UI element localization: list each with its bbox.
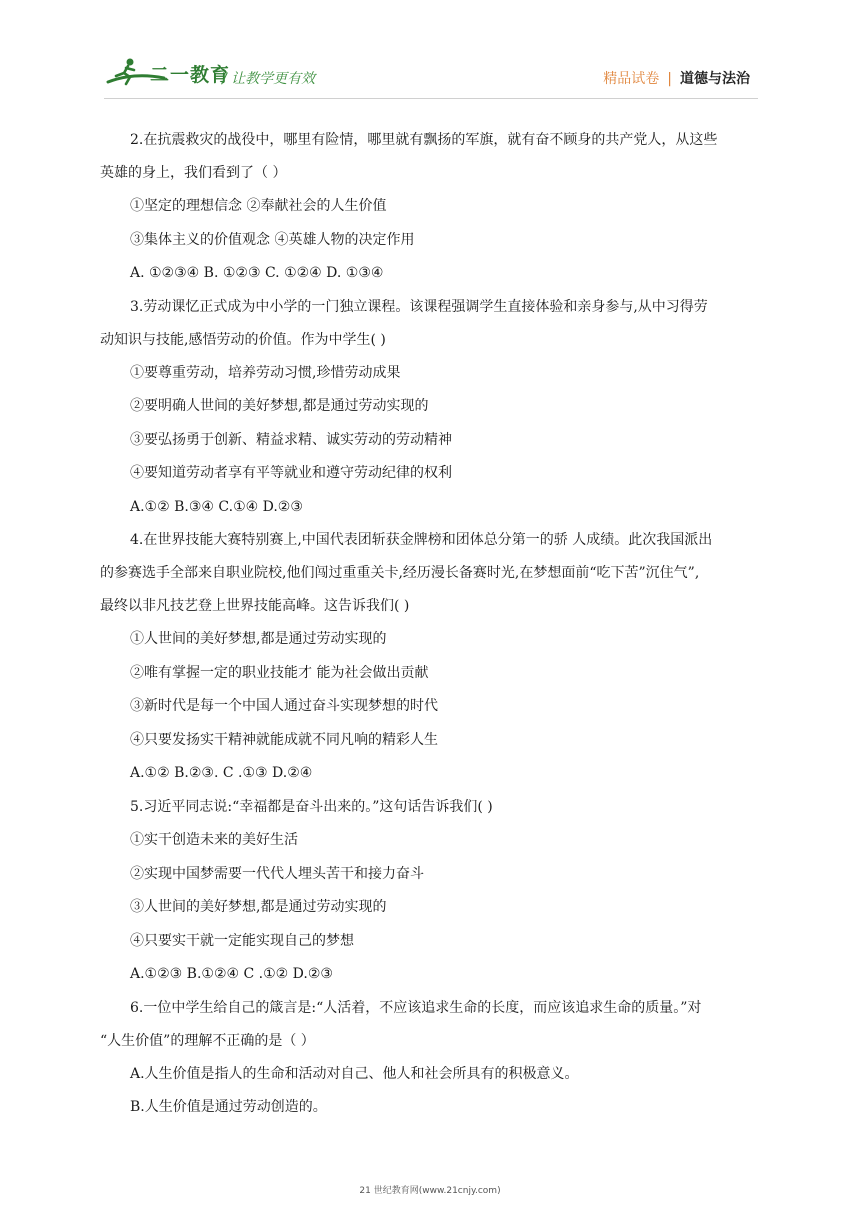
brand-name: 二一教育 [150,64,231,86]
option-line: ③人世间的美好梦想,都是通过劳动实现的 [130,899,387,915]
question-stem [100,998,770,1051]
stem-line: 2.在抗震救灾的战役中，哪里有险情，哪里就有飘扬的军旗，就有奋不顾身的共产党人，从这些 [130,132,718,148]
question-stem [100,530,770,616]
option-line: ④要知道劳动者享有平等就业和遵守劳动纪律的权利 [130,465,452,481]
option-line: ①要尊重劳动，培养劳动习惯,珍惜劳动成果 [130,364,401,381]
option-line: ②唯有掌握一定的职业技能才 能为社会做出贡献 [130,664,429,681]
answer-choices: A. ①②③④ B. ①②③ C. ①②④ D. ①③④ [130,265,384,281]
question-stem: 5.习近平同志说:“幸福都是奋斗出来的。”这句话告诉我们( ) [130,798,493,815]
stem-line: 英雄的身上，我们看到了（ ） [100,165,287,181]
question-6 [100,998,770,1118]
question-3 [100,297,770,517]
answer-choices: A.①② B.③④ C.①④ D.②③ [130,498,303,515]
question-5 [130,797,770,985]
paper-tag: 精品试卷 [603,71,660,87]
answer-choices: A.①②③ B.①②④ C .①② D.②③ [130,966,333,982]
option-line: ③新时代是每一个中国人通过奋斗实现梦想的时代 [130,698,438,714]
option-line: ③集体主义的价值观念 ④英雄人物的决定作用 [130,231,415,248]
option-line: ②实现中国梦需要一代代人埋头苦干和接力奋斗 [130,865,424,882]
header-separator: | [667,71,672,87]
option-line: ①坚定的理想信念 ②奉献社会的人生价值 [130,198,387,214]
option-line: B.人生价值是通过劳动创造的。 [130,1099,327,1115]
option-line: ③要弘扬勇于创新、精益求精、诚实劳动的劳动精神 [130,431,452,448]
question-stem [100,130,770,183]
stem-line: 最终以非凡技艺登上世界技能高峰。这告诉我们( ) [100,598,410,614]
option-line: ④只要实干就一定能实现自己的梦想 [130,932,354,949]
brand-slogan: / 让教学更有效 [222,71,316,87]
stem-line: 的参赛选手全部来自职业院校,他们闯过重重关卡,经历漫长备赛时光,在梦想面前“吃下苦”沉住气”, [100,565,700,581]
page-header [0,0,860,110]
stem-line: 动知识与技能,感悟劳动的价值。作为中学生( ) [100,331,386,348]
paper-label [603,68,750,88]
stem-line: “人生价值”的理解不正确的是（ ） [100,1032,315,1049]
page-footer: 21 世纪教育网(www.21cnjy.com) [359,1186,501,1196]
question-2 [100,130,770,283]
stem-line: 3.劳动课忆正式成为中小学的一门独立课程。该课程强调学生直接体验和亲身参与,从中习得劳 [130,298,708,315]
stem-line: 4.在世界技能大赛特别赛上,中国代表团斩获金牌榜和团体总分第一的骄 人成绩。此次我国派出 [130,532,713,548]
option-line: ①人世间的美好梦想,都是通过劳动实现的 [130,631,387,647]
question-list [100,130,770,1131]
option-line: ①实干创造未来的美好生活 [130,832,298,848]
stem-line: 6.一位中学生给自己的箴言是:“人活着，不应该追求生命的长度，而应该追求生命的质量。”对 [130,999,702,1016]
subject-name: 道德与法治 [680,71,750,87]
header-divider [104,98,758,99]
option-line: ④只要发扬实干精神就能成就不同凡响的精彩人生 [130,731,438,748]
option-line: ②要明确人世间的美好梦想,都是通过劳动实现的 [130,398,429,414]
option-line: A.人生价值是指人的生命和活动对自己、他人和社会所具有的积极意义。 [130,1065,579,1082]
answer-choices: A.①② B.②③. C .①③ D.②④ [130,765,313,781]
question-4 [100,530,770,783]
question-stem [100,297,770,350]
